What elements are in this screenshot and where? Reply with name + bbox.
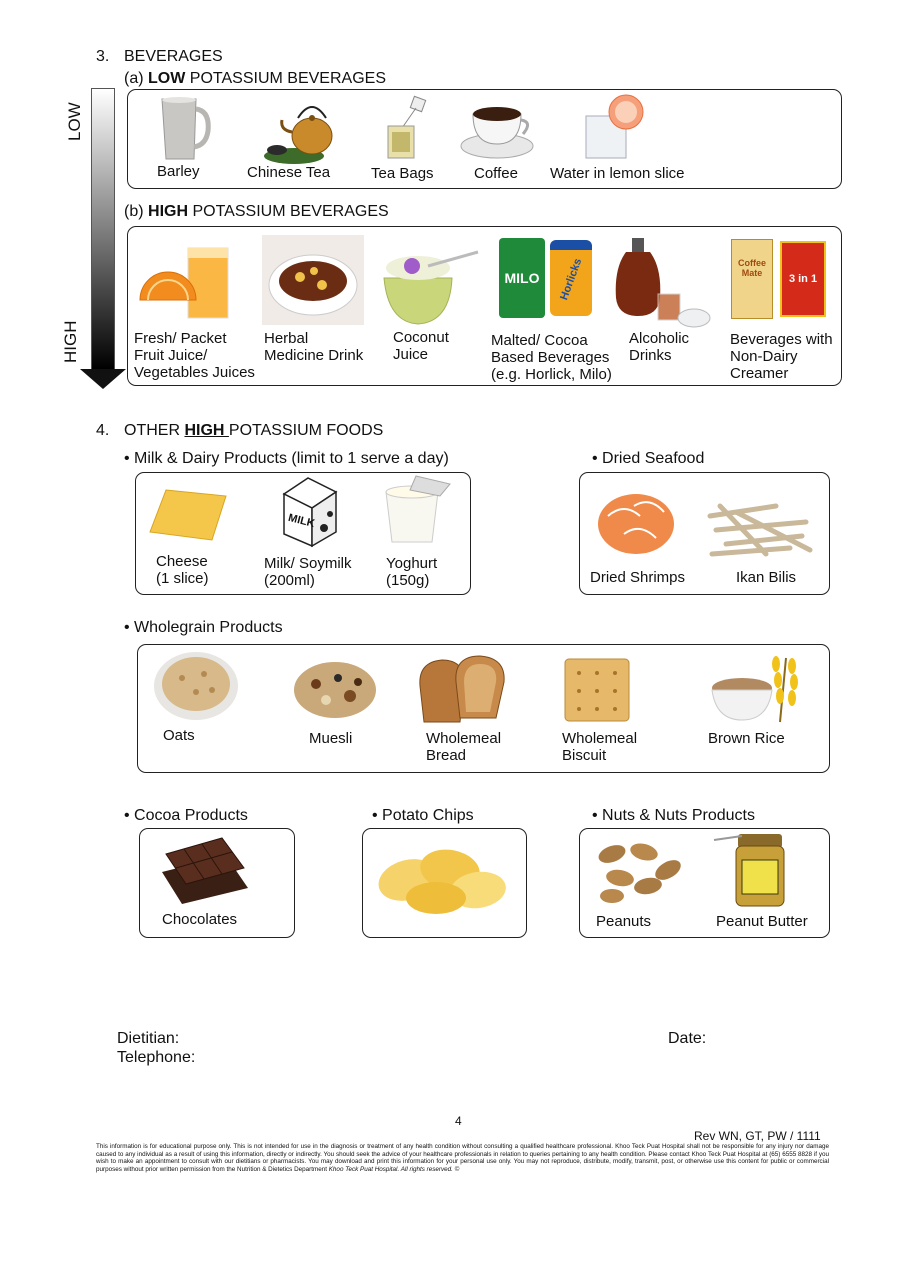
potassium-scale-arrow (91, 88, 115, 370)
high-item-juice: Fresh/ Packet Fruit Juice/ Vegetables Juices (134, 330, 255, 381)
low-item-tea-bags: Tea Bags (371, 165, 434, 182)
milk-heading-text: Milk & Dairy Products (limit to 1 serve a day) (134, 450, 449, 467)
seafood-heading: • Dried Seafood (592, 450, 705, 467)
herbal-drink-icon (262, 235, 364, 325)
low-item-lemon-water: Water in lemon slice (550, 165, 685, 182)
high-item-herbal: Herbal Medicine Drink (264, 330, 364, 364)
peanuts-icon (594, 838, 686, 904)
high-heading (124, 203, 389, 221)
nuts-item-peanuts: Peanuts (596, 913, 652, 930)
creamer-brand-text: Coffee Mate (737, 258, 766, 278)
wholemeal-biscuit-icon (563, 657, 631, 723)
scale-low-label: LOW (65, 102, 84, 141)
milk-item-yoghurt: Yoghurt (150g) (386, 555, 438, 589)
potato-chips-icon (374, 840, 512, 920)
high-item-alcohol: Alcoholic Drinks (629, 330, 690, 364)
ikan-bilis-icon (706, 496, 816, 560)
coconut-icon (378, 238, 486, 326)
peanut-butter-icon (712, 830, 792, 910)
chocolate-icon (156, 832, 252, 906)
low-heading (124, 70, 386, 88)
milk-item-cheese: Cheese (1 slice) (156, 553, 209, 587)
teapot-icon (262, 96, 340, 166)
three-in-one-pack-icon (780, 241, 826, 317)
scale-high-label: HIGH (61, 320, 80, 363)
wholegrain-item-biscuit: Wholemeal Biscuit (562, 730, 638, 764)
chips-heading: • Potato Chips (372, 807, 474, 824)
arrow-head-icon (80, 369, 126, 391)
milk-heading: • Milk & Dairy Products (limit to 1 serve a day) (124, 450, 449, 467)
wholegrain-heading: • Wholegrain Products (124, 619, 283, 636)
high-heading-rest: POTASSIUM BEVERAGES (192, 203, 389, 220)
milo-brand-text: MILO (504, 270, 540, 286)
milk-carton-label: MILK (286, 511, 316, 531)
high-item-malted: Malted/ Cocoa Based Beverages (e.g. Horlick, Milo) (491, 332, 612, 383)
muesli-icon (292, 658, 378, 720)
horlicks-brand-text: Horlicks (558, 256, 585, 302)
orange-juice-icon (138, 240, 234, 324)
low-heading-prefix: (a) (124, 70, 144, 87)
section4-title-bold: HIGH (184, 422, 229, 439)
low-heading-bold: LOW (148, 70, 186, 87)
cheese-slice-icon (146, 486, 230, 544)
cocoa-heading: • Cocoa Products (124, 807, 248, 824)
wholegrain-item-brown-rice: Brown Rice (708, 730, 785, 747)
section4-number: 4. (96, 422, 110, 439)
milo-can-icon (499, 238, 545, 318)
wholegrain-item-muesli: Muesli (309, 730, 353, 747)
alcohol-bottle-icon (612, 238, 716, 330)
revision-text: Rev WN, GT, PW / 1111 (694, 1129, 821, 1143)
wholegrain-heading-text: Wholegrain Products (134, 619, 283, 636)
section3-title: BEVERAGES (124, 48, 223, 65)
lemon-water-icon (582, 92, 648, 162)
coffee-cup-icon (459, 98, 535, 160)
nuts-heading-text: Nuts & Nuts Products (602, 807, 755, 824)
section4-title (124, 422, 383, 440)
oats-bowl-icon (152, 648, 240, 722)
three-in-one-text: 3 in 1 (788, 273, 818, 285)
wholegrain-item-bread: Wholemeal Bread (426, 730, 502, 764)
high-item-coconut: Coconut Juice (393, 329, 449, 363)
horlicks-jar-icon (550, 240, 592, 316)
seafood-heading-text: Dried Seafood (602, 450, 705, 467)
seafood-item-shrimps: Dried Shrimps (590, 569, 686, 586)
high-heading-prefix: (b) (124, 203, 144, 220)
dietitian-label: Dietitian: (117, 1030, 180, 1047)
low-item-coffee: Coffee (474, 165, 518, 182)
low-heading-rest: POTASSIUM BEVERAGES (189, 70, 386, 87)
low-item-chinese-tea: Chinese Tea (247, 164, 331, 181)
seafood-item-ikan-bilis: Ikan Bilis (736, 569, 797, 586)
section4-title-pre: OTHER (124, 422, 185, 439)
wholegrain-item-oats: Oats (163, 727, 195, 744)
wholemeal-bread-icon (414, 652, 510, 724)
date-label: Date: (668, 1030, 707, 1047)
barley-drink-icon (158, 95, 212, 163)
dried-shrimp-icon (594, 486, 678, 562)
milk-item-milk: Milk/ Soymilk (200ml) (264, 555, 352, 589)
nuts-item-peanut-butter: Peanut Butter (716, 913, 808, 930)
tea-bag-icon (382, 96, 432, 164)
telephone-label: Telephone: (117, 1049, 196, 1066)
page-number: 4 (455, 1114, 462, 1128)
disclaimer-copyright: Khoo Teck Puat Hospital. All rights reserved. © (328, 1165, 460, 1173)
cocoa-heading-text: Cocoa Products (134, 807, 248, 824)
nuts-heading: • Nuts & Nuts Products (592, 807, 755, 824)
high-heading-bold: HIGH (148, 203, 189, 220)
cocoa-item-chocolates: Chocolates (162, 911, 238, 928)
high-item-creamer: Beverages with Non-Dairy Creamer (730, 331, 833, 382)
milk-carton-icon (274, 474, 344, 550)
section4-title-post: POTASSIUM FOODS (228, 422, 384, 439)
creamer-pack-icon (731, 239, 773, 319)
disclaimer-body: This information is for educational purpose only. This is not intended for use in the diagnosis or treatment of any health condition without consulting a qualified healthcare professional. Khoo Teck Puat Hospital shall not be responsible for any injury nor damage caused to any individual as a result of using this information, directly or indirectly. You should seek the advice of your healthcare professionals in relation to queries pertaining to any health condition. Please contact Khoo Teck Puat Hospital at (65) 6555 8828 if you wish to make an appointment to consult with our dietitians or pharmacists. You may download and print this information for your personal use only. You may not reproduce, distribute, modify, transmit, post, or otherwise use this content for public or commercial purposes without prior written permission from the Nutrition & Dietetics Department (96, 1143, 829, 1173)
low-item-barley: Barley (157, 163, 200, 180)
yoghurt-cup-icon (380, 472, 456, 548)
section3-number: 3. (96, 48, 110, 65)
disclaimer-text (96, 1143, 829, 1173)
brown-rice-icon (706, 648, 804, 724)
chips-heading-text: Potato Chips (382, 807, 474, 824)
